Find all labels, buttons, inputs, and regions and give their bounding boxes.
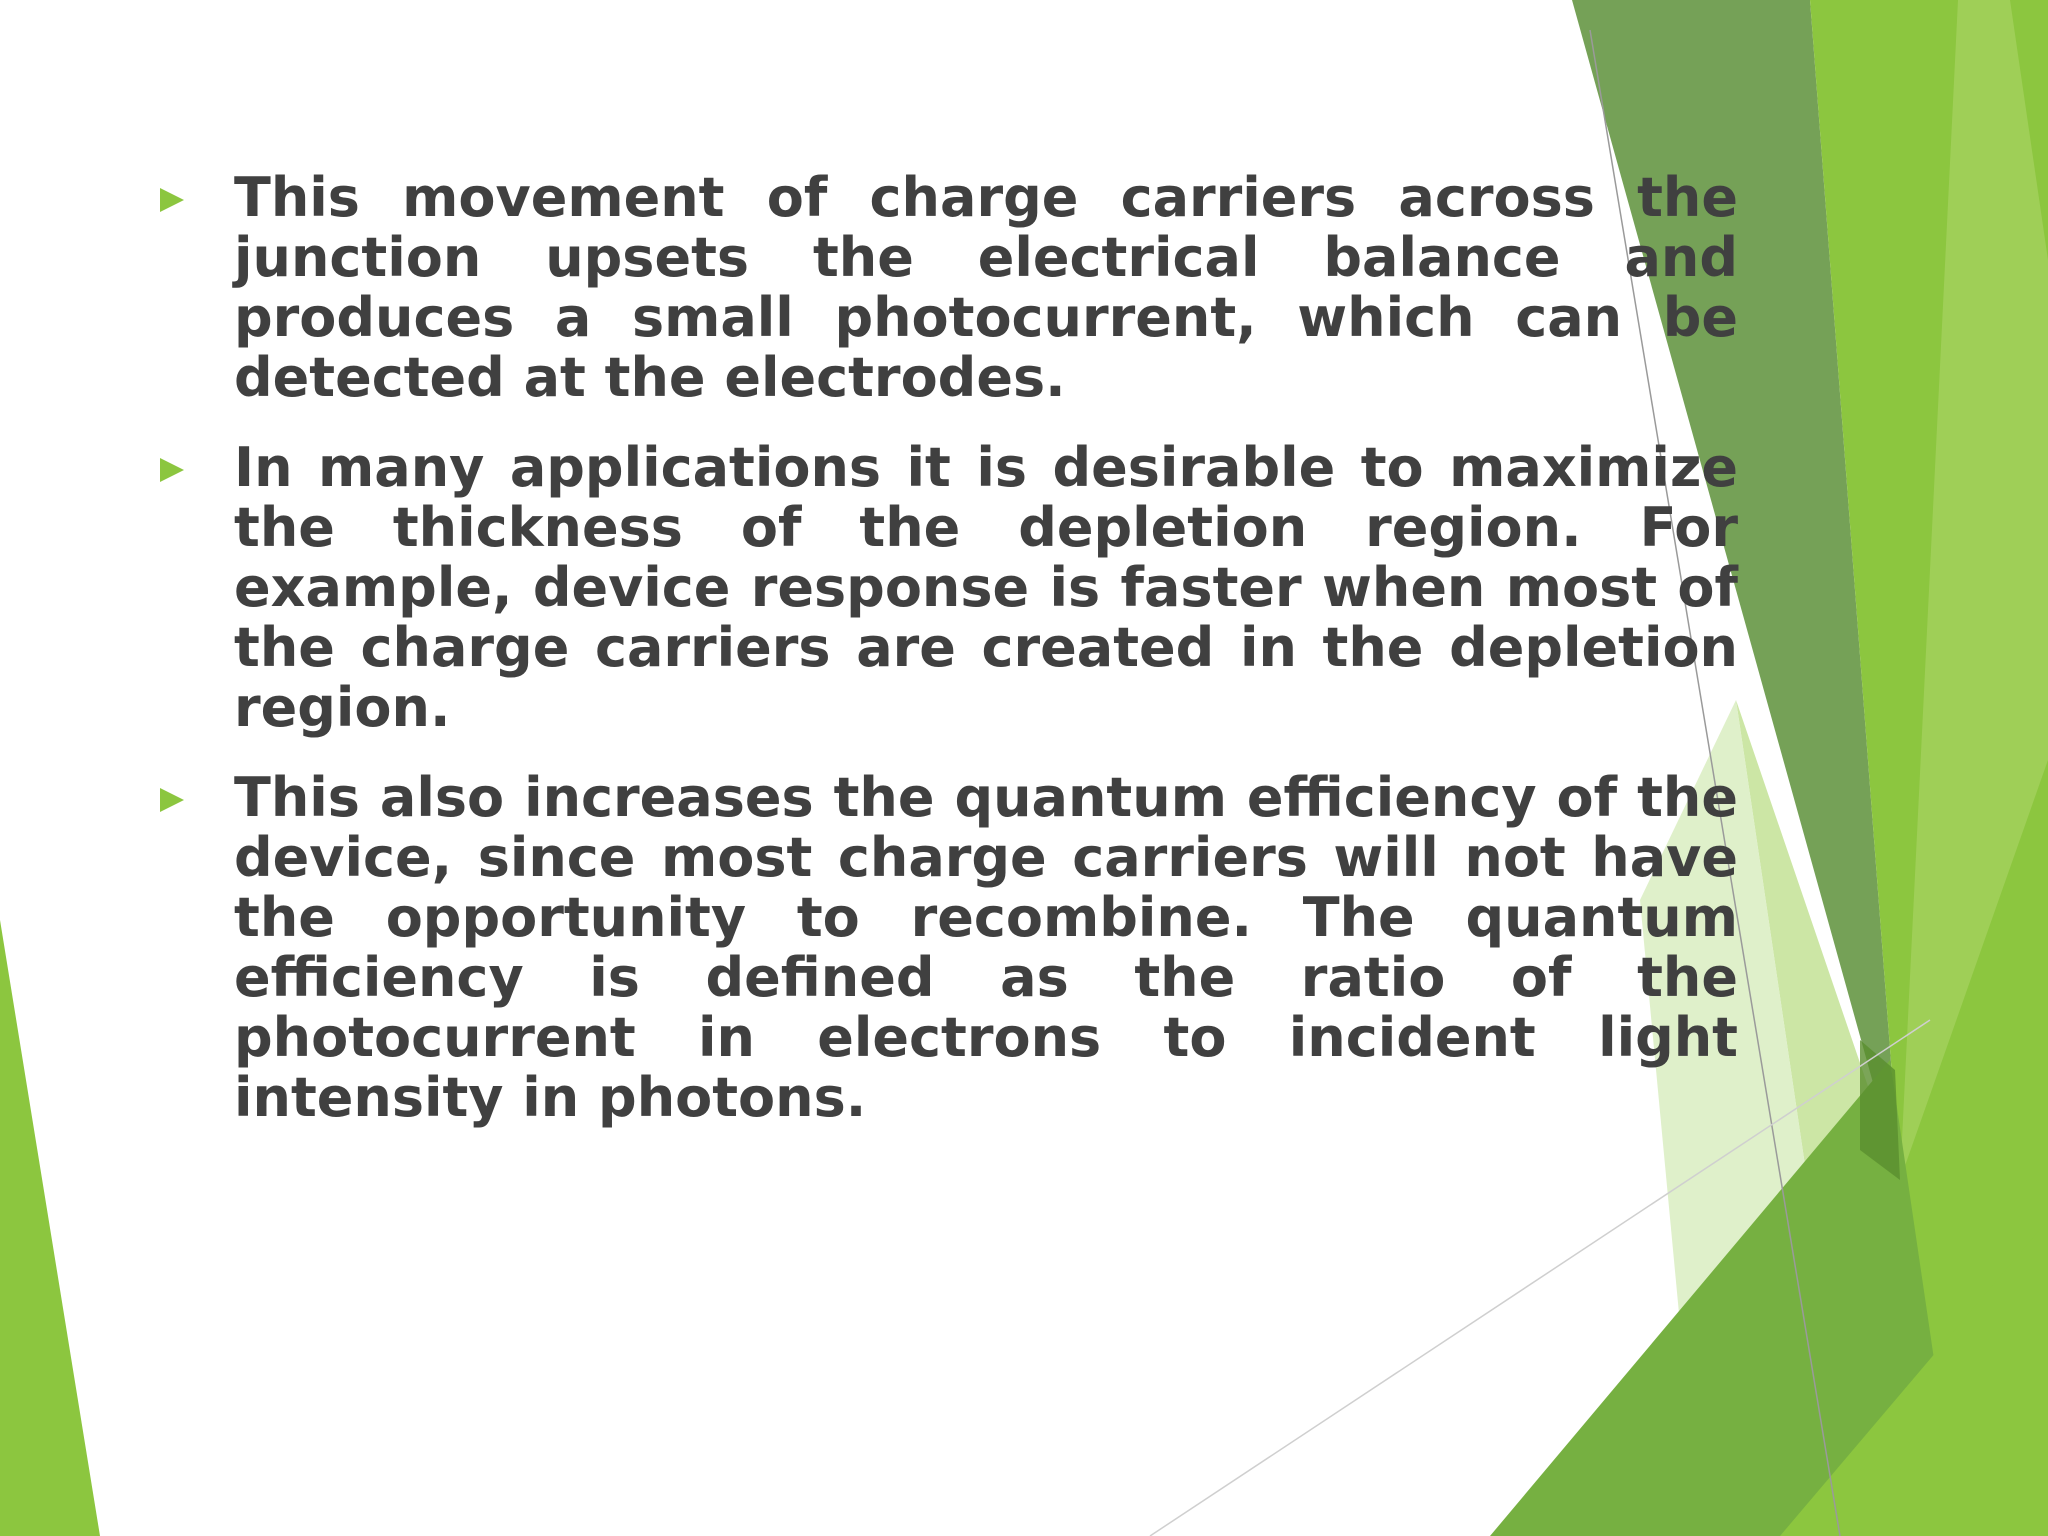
left-green-wedge bbox=[0, 920, 100, 1536]
slide-body bbox=[160, 168, 1738, 1158]
bullet-item-1 bbox=[160, 168, 1738, 408]
triangle-bullet-icon bbox=[160, 788, 184, 812]
bullet-text-2: In many applications it is desirable to maximize the thickness of the depletion region. For example, device response is faster when most of the charge carriers are created in the depletion region. bbox=[234, 436, 1738, 739]
bullet-text-3: This also increases the quantum efficiency of the device, since most charge carriers will not have the opportunity to recombine. The quantum efficiency is defined as the ratio of the photocurrent in electrons to incident light intensity in photons. bbox=[234, 766, 1738, 1129]
triangle-bullet-icon bbox=[160, 458, 184, 482]
triangle-bullet-icon bbox=[160, 188, 184, 212]
bullet-item-2 bbox=[160, 438, 1738, 738]
bullet-item-3 bbox=[160, 768, 1738, 1128]
bullet-text-1: This movement of charge carriers across the junction upsets the electrical balance and produces a small photocurrent, which can be detected at the electrodes. bbox=[234, 166, 1738, 409]
